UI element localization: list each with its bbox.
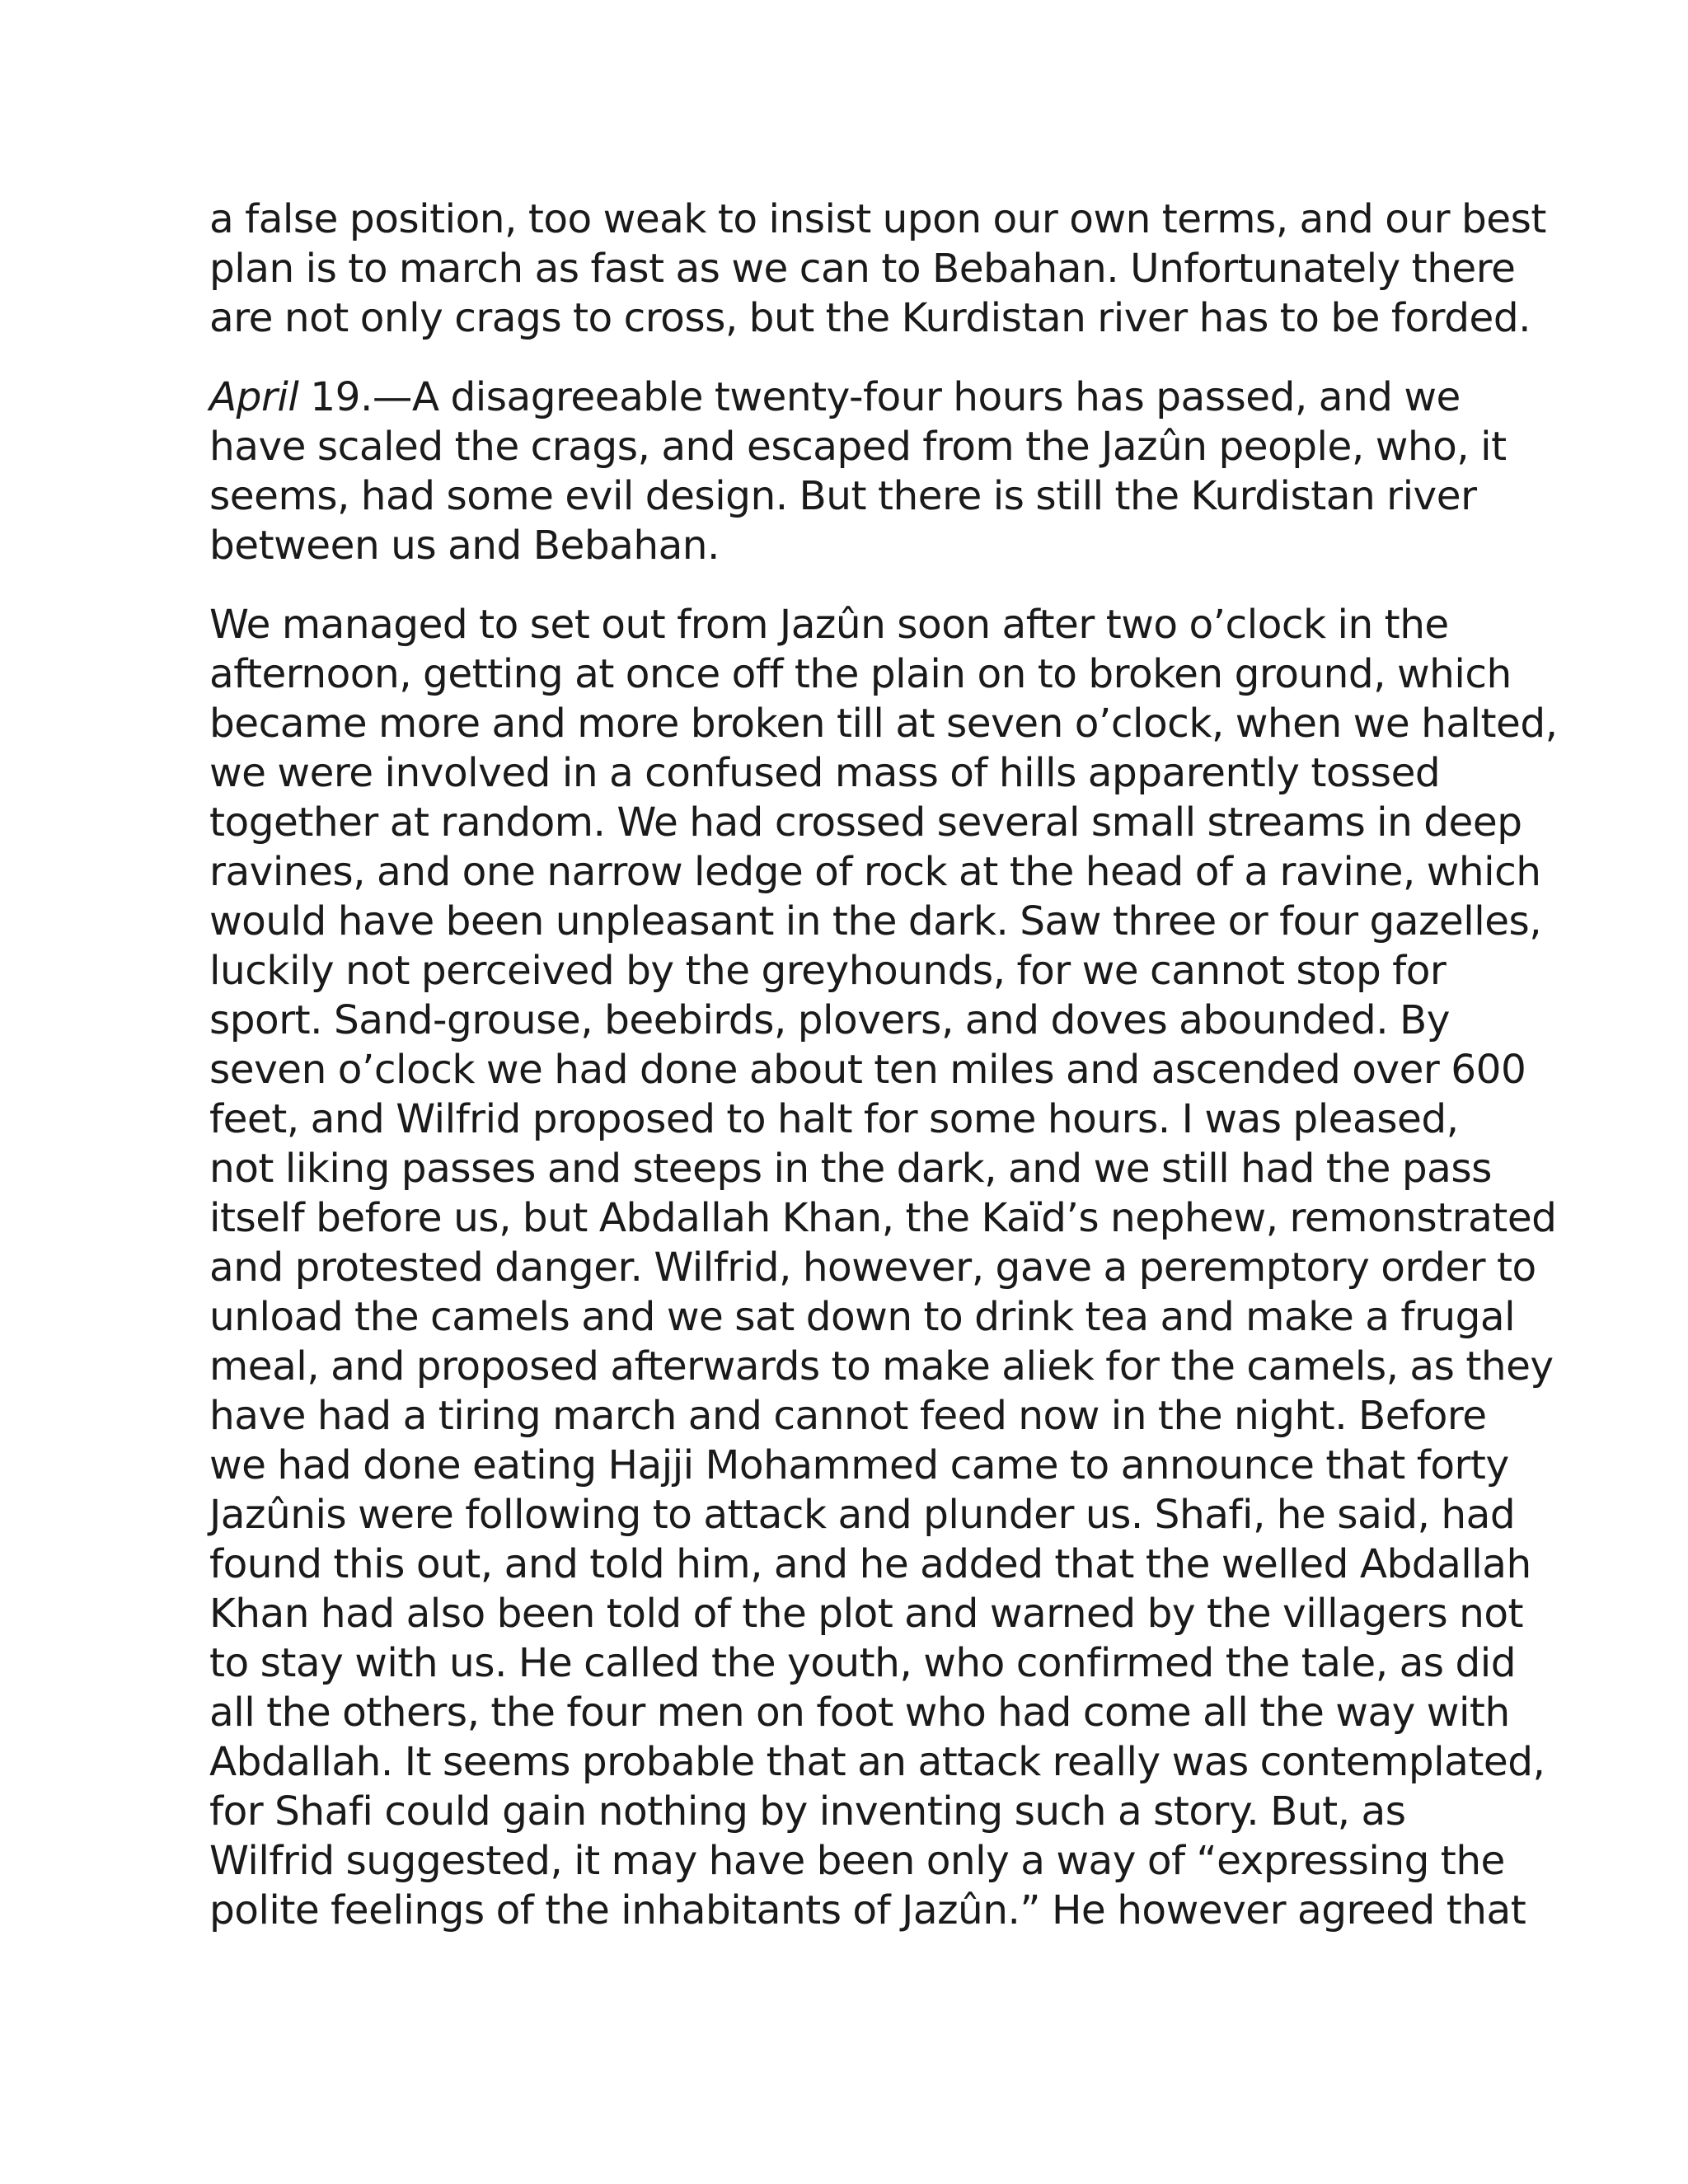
text-line: to stay with us. He called the youth, who confirmed the tale, as did: [209, 1640, 1517, 1686]
text-line: plan is to march as fast as we can to Bebahan. Unfortunately there: [209, 246, 1516, 292]
text-line: a false position, too weak to insist upon our own terms, and our best: [209, 196, 1546, 242]
text-line-rest: 19.—A disagreeable twenty-four hours has passed, and we: [298, 374, 1461, 420]
text-line: all the others, the four men on foot who had come all the way with: [209, 1690, 1510, 1736]
text-line: not liking passes and steeps in the dark, and we still had the pass: [209, 1146, 1492, 1192]
document-page: [209, 194, 1558, 1965]
text-line: would have been unpleasant in the dark. Saw three or four gazelles,: [209, 898, 1542, 944]
text-line: and protested danger. Wilfrid, however, gave a peremptory order to: [209, 1244, 1536, 1291]
text-line: between us and Bebahan.: [209, 523, 720, 569]
text-line: found this out, and told him, and he added that the welled Abdallah: [209, 1541, 1531, 1587]
text-line: Abdallah. It seems probable that an attack really was contemplated,: [209, 1739, 1545, 1785]
text-line: we were involved in a confused mass of hills apparently tossed: [209, 750, 1441, 796]
date-label: April: [209, 374, 299, 420]
paragraph-2: [209, 373, 1507, 570]
text-line: have scaled the crags, and escaped from the Jazûn people, who, it: [209, 424, 1507, 470]
text-line: Wilfrid suggested, it may have been only a way of “expressing the: [209, 1838, 1505, 1884]
text-line: afternoon, getting at once off the plain on to broken ground, which: [209, 651, 1512, 697]
text-line: became more and more broken till at seven o’clock, when we halted,: [209, 701, 1558, 747]
paragraph-3: [209, 600, 1558, 1935]
text-line: ravines, and one narrow ledge of rock at the head of a ravine, which: [209, 849, 1541, 895]
text-line: we had done eating Hajji Mohammed came to announce that forty: [209, 1442, 1509, 1488]
text-line: are not only crags to cross, but the Kurdistan river has to be forded.: [209, 295, 1531, 341]
text-line: Khan had also been told of the plot and warned by the villagers not: [209, 1591, 1524, 1637]
text-line: have had a tiring march and cannot feed now in the night. Before: [209, 1393, 1487, 1439]
text-line: itself before us, but Abdallah Khan, the Kaïd’s nephew, remonstrated: [209, 1195, 1557, 1241]
text-line: meal, and proposed afterwards to make aliek for the camels, as they: [209, 1343, 1554, 1390]
text-line: together at random. We had crossed several small streams in deep: [209, 799, 1522, 846]
text-line: Jazûnis were following to attack and plunder us. Shafi, he said, had: [209, 1492, 1516, 1538]
text-line: unload the camels and we sat down to drink tea and make a frugal: [209, 1294, 1516, 1340]
text-line: sport. Sand-grouse, beebirds, plovers, and doves abounded. By: [209, 997, 1451, 1043]
text-line: for Shafi could gain nothing by inventing such a story. But, as: [209, 1788, 1406, 1835]
text-line: feet, and Wilfrid proposed to halt for some hours. I was pleased,: [209, 1096, 1459, 1142]
paragraph-1: [209, 194, 1546, 343]
text-line: seven o’clock we had done about ten miles and ascended over 600: [209, 1047, 1526, 1093]
text-line: luckily not perceived by the greyhounds, for we cannot stop for: [209, 948, 1447, 994]
text-line: seems, had some evil design. But there is still the Kurdistan river: [209, 473, 1477, 519]
text-line: We managed to set out from Jazûn soon after two o’clock in the: [209, 602, 1449, 648]
text-line: polite feelings of the inhabitants of Jazûn.” He however agreed that: [209, 1887, 1526, 1933]
text-line-dated: [209, 373, 1479, 422]
